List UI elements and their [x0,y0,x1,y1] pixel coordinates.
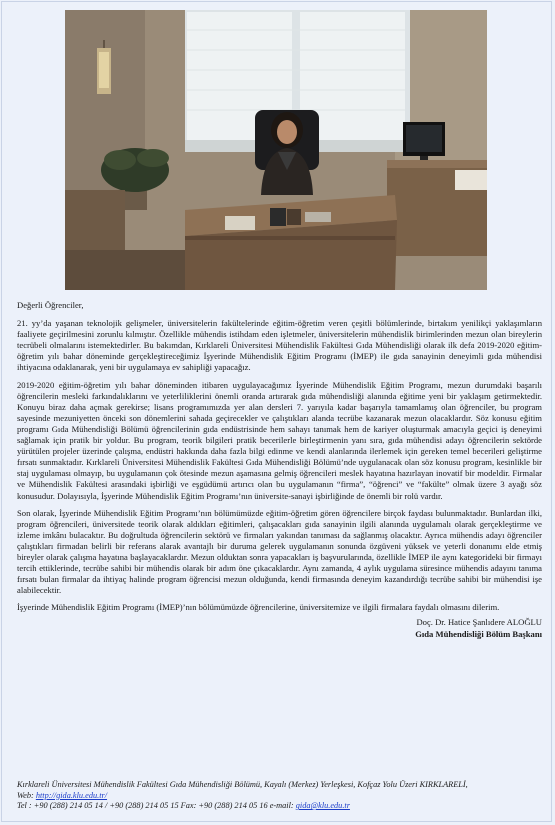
letter-body [17,300,542,640]
office-photo [65,10,487,290]
footer-contact: Tel : +90 (288) 214 05 14 / +90 (288) 214 05 15 Fax: +90 (288) 214 05 16 e-mail: [17,801,294,810]
footer-web-label: Web: [17,790,34,800]
footer-web-link[interactable]: http://gida.klu.edu.tr/ [35,790,108,800]
footer [17,780,547,812]
footer-web-line [17,791,547,802]
letter-paragraph-3: Son olarak, İşyerinde Mühendislik Eğitim Programı’nın bölümümüzde eğitim-öğretim gören öğrencilere birçok faydası bulunmaktadır. Bunlardan ilki, program öğrencileri, üniversitede teorik olarak aldıkları eğitimleri, çalışacakları gıda sanayinin ilgili alanında uygulamalı olarak gerçekleştirme ve izleme imkânı bulacaktır. Bu doğrultuda öğrencilerin sektörü ve firmaları yakından tanıması da sağlanmış olacaktır. Ayrıca mühendis adayı öğrenciler çalıştıkları firmadan belirli bir referans alarak avantajlı bir duruma gelerek uygulamanın sonunda özgüveni yüksek ve yeterli donanımı elde etmiş bireyler olarak çalışma hayatına başlayacaklardır. Mezun olduktan sonra yapacakları iş başvurularında, özellikle İMEP ile aynı kategorideki bir firmayı tercih ettiklerinde, tecrübe sahibi bir mühendis olarak bir adım öne çıkacaklardır. Aynı zamanda, 4 aylık uygulama süresince mühendis adayını tanıma fırsatı bulan firmalar da ihtiyaç halinde program öğrencisi mezun olduğunda, kendi firmasında deneyim kazandırdığı tecrübe sahibi bir mühendisi işe alabilecektir. [17,507,542,596]
office-photo-illustration [65,10,487,290]
signature-title: Gıda Mühendisliği Bölüm Başkanı [415,628,542,639]
letter-greeting: Değerli Öğrenciler, [17,300,84,310]
letter-paragraph-2: 2019-2020 eğitim-öğretim yılı bahar döneminden itibaren uygulayacağımız İşyerinde Mühendislik Eğitim Programı, mezun durumdaki başarılı öğrencilerin mesleki farkındalıklarını ve yeterliliklerini önemli oranda artırarak gıda mühendisliği alanında eğitime yeni bir yaklaşım getirmektedir. Konuyu biraz daha açmak gerekirse; lisans programımızda yer alan dersleri 7. yarıyıla kadar başarıyla tamamlamış olan öğrenciler, bu program sayesinde mezuniyetten önceki son dönemlerini sahada geçirecekler ve çalıştıkları alanda tecrübe kazanarak mezun olacaklardır. Söz konusu eğitim programı Gıda Mühendisliği Bölümü öğrencilerinin gıda endüstrisinde hem sahayı tanımak hem de kariyer oluşturmak amacıyla geçici iş deneyimi sağlamak için pratik bir yoldur. Bu program, teorik bilgileri pratik becerilerle birleştirmenin yanı sıra, gıda mühendisi adayı öğrencilerin sektörde yürütülen projeler üzerinde çalışma, endüstri hakkında daha fazla bilgi edinme ve kendi alanlarında ilerlemek için gereken temel becerileri geliştirme fırsatı sunmaktadır. Kırklareli Üniversitesi Mühendislik Fakültesi Gıda Mühendisliği Bölümü’nde uygulanacak olan söz konusu program, kesinlikle bir staj uygulaması olmayıp, bu uygulamanın çok ötesinde mezun aşamasına gelmiş öğrencileri meslek hayatına hazırlayan inovatif bir modeldir. Firmalar ve Mühendislik Fakültesi arasındaki işbirliği ve eşgüdümü artırıcı olan bu uygulamanın “firma”, “öğrenci” ve “fakülte” olmak üzere 3 ayağı söz konusudur. Dolayısıyla, İşyerinde Mühendislik Eğitim Programı’nın üniversite-sanayi işbirliğinde de önemli bir rolü vardır. [17,379,542,501]
signature-block [17,617,542,640]
footer-email-link[interactable]: gida@klu.edu.tr [295,801,350,810]
signature-name: Doç. Dr. Hatice Şanlıdere ALOĞLU [416,617,542,628]
footer-contact-line [17,801,547,812]
letter-paragraph-1: 21. yy’da yaşanan teknolojik gelişmeler, üniversitelerin fakültelerinde eğitim-öğretim veren çeşitli bölümlerinde, birtakım yenilikçi yaklaşımların faaliyete geçirilmesini zorunlu kılmıştır. Özellikle mühendis istihdam eden işletmeler, üniversitelerin mühendislik birimlerinden mezun olan bireylerin tecrübeli olmalarını istemektedirler. Bu bakımdan, Kırklareli Üniversitesi Mühendislik Fakültesi Gıda Mühendisliği olarak ilk defa 2019-2020 eğitim-öğretim yılı bahar döneminde gerçekleştireceğimiz İşyerinde Mühendislik Eğitim Programı (İMEP) ile gıda sanayinin deneyimli gıda mühendisi ihtiyacına odaklanarak, yeni bir uygulamaya ev sahipliği yapacağız. [17,318,542,373]
letter-paragraph-4: İşyerinde Mühendislik Eğitim Programı (İMEP)’nın bölümümüzde öğrencilerine, üniversitemize ve ilgili firmalara faydalı olmasını dilerim. [17,602,500,613]
footer-address: Kırklareli Üniversitesi Mühendislik Fakültesi Gıda Mühendisliği Bölümü, Kayalı (Merkez) Yerleşkesi, Kofçaz Yolu Üzeri KIRKLARELİ, [17,780,468,789]
